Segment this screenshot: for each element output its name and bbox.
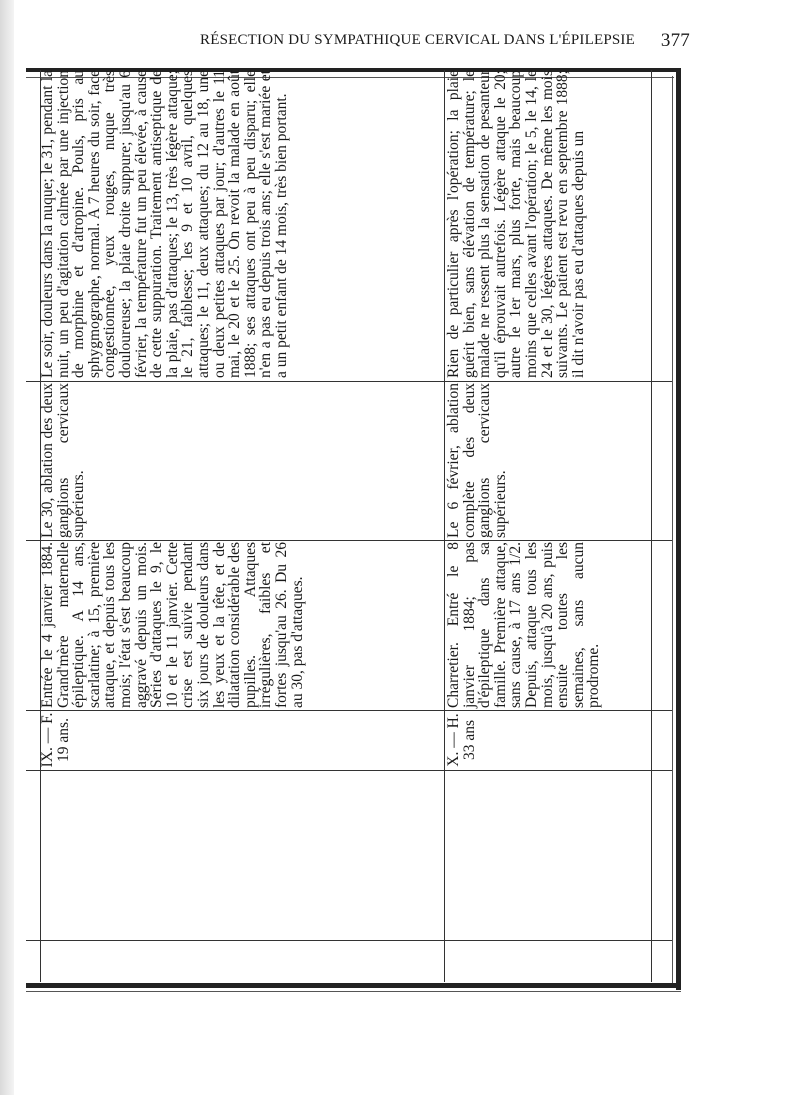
case-ix-operation: Le 30, ablation des deux ganglions cervicaux supérieurs.: [39, 383, 88, 538]
case-ix-history: Entrée le 4 janvier 1884. Grand'mère maternelle épileptique. A 14 ans, scarlatine; à 15, première attaque, et depuis tous les mois; l'état s'est beaucoup aggravé depuis un mois. Séries d'attaques le 9, le 10 et le 11 janvier. Cette crise est suivie pendant six jours de douleurs dans les yeux et la tête, et de dilatation considérable des pupilles. Attaques irrégulières, faibles et fortes jusqu'au 26. Du 26 au 30, pas d'attaques.: [39, 542, 306, 708]
running-header: [200, 32, 690, 54]
case-x-history: Charretier. Entré le 8 janvier 1884; pas d'épileptique dans sa famille. Première attaque, sans cause, à 17 ans 1/2. Depuis, attaque tous les mois, jusqu'à 20 ans, puis ensuite toutes les semaines, sans aucun prodrome.: [445, 542, 603, 708]
page-edge-shadow: [0, 0, 14, 1095]
column-divider-case: [26, 770, 672, 771]
inner-vertical-rule: [651, 70, 652, 982]
row-divider: [26, 381, 672, 382]
case-ix-id: [40, 712, 100, 768]
bottom-thin-rule: [26, 991, 681, 992]
case-x-id: [446, 712, 516, 768]
running-title: RÉSECTION DU SYMPATHIQUE CERVICAL DANS L'ÉPILEPSIE: [200, 32, 635, 48]
case-ix-label: IX. — F.: [39, 712, 56, 768]
lower-rule: [26, 940, 672, 941]
case-x-results: Rien de particulier après l'opération; la plaie guérit bien, sans élévation de température; le malade ne ressent plus la sensation de pesanteur qu'il éprouvait autrefois. Légère attaque le 20; autre le 1er mars, plus forte, mais beaucoup moins que celles avant l'opération; le 5, le 14, le 24 et le 30, légères attaques. De même les mois suivants. Le patient est revu en septembre 1888; il dit n'avoir pas eu d'attaques depuis un: [445, 70, 587, 378]
case-x-age: 33 ans: [460, 719, 478, 761]
case-x-label: X. — H.: [445, 713, 462, 767]
column-divider-history: [26, 710, 672, 711]
case-ix-age: 19 ans.: [54, 718, 72, 762]
column-divider-operation: [26, 540, 672, 541]
case-ix-results: Le soir, douleurs dans la nuque; le 31, pendant la nuit, un peu d'agitation calmée par une injection de morphine et d'atropine. Pouls, pris au sphygmographe, normal. A 7 heures du soir, face congestionnée, yeux rouges, nuque très douloureuse; la plaie droite suppure; jusqu'au 6 février, la température fut un peu élevée, à cause de cette suppuration. Traitement antiseptique de la plaie, pas d'attaques; le 13, très légère attaque; le 21, faiblesse; les 9 et 10 avril, quelques attaques; le 11, deux attaques; du 12 au 18, une ou deux petites attaques par jour; d'autres le 11 mai, le 20 et le 25. On revoit la malade en août 1888; ses attaques ont peu à peu disparu; elle n'en a pas eu depuis trois ans; elle s'est mariée et a un petit enfant de 14 mois, très bien portant.: [39, 70, 290, 378]
case-x-operation: Le 6 février, ablation complète des deux ganglions cervicaux supérieurs.: [445, 383, 509, 538]
page-number: 377: [660, 30, 690, 51]
frame-inner-rule: [672, 76, 673, 986]
bottom-thick-rule: [26, 983, 681, 988]
